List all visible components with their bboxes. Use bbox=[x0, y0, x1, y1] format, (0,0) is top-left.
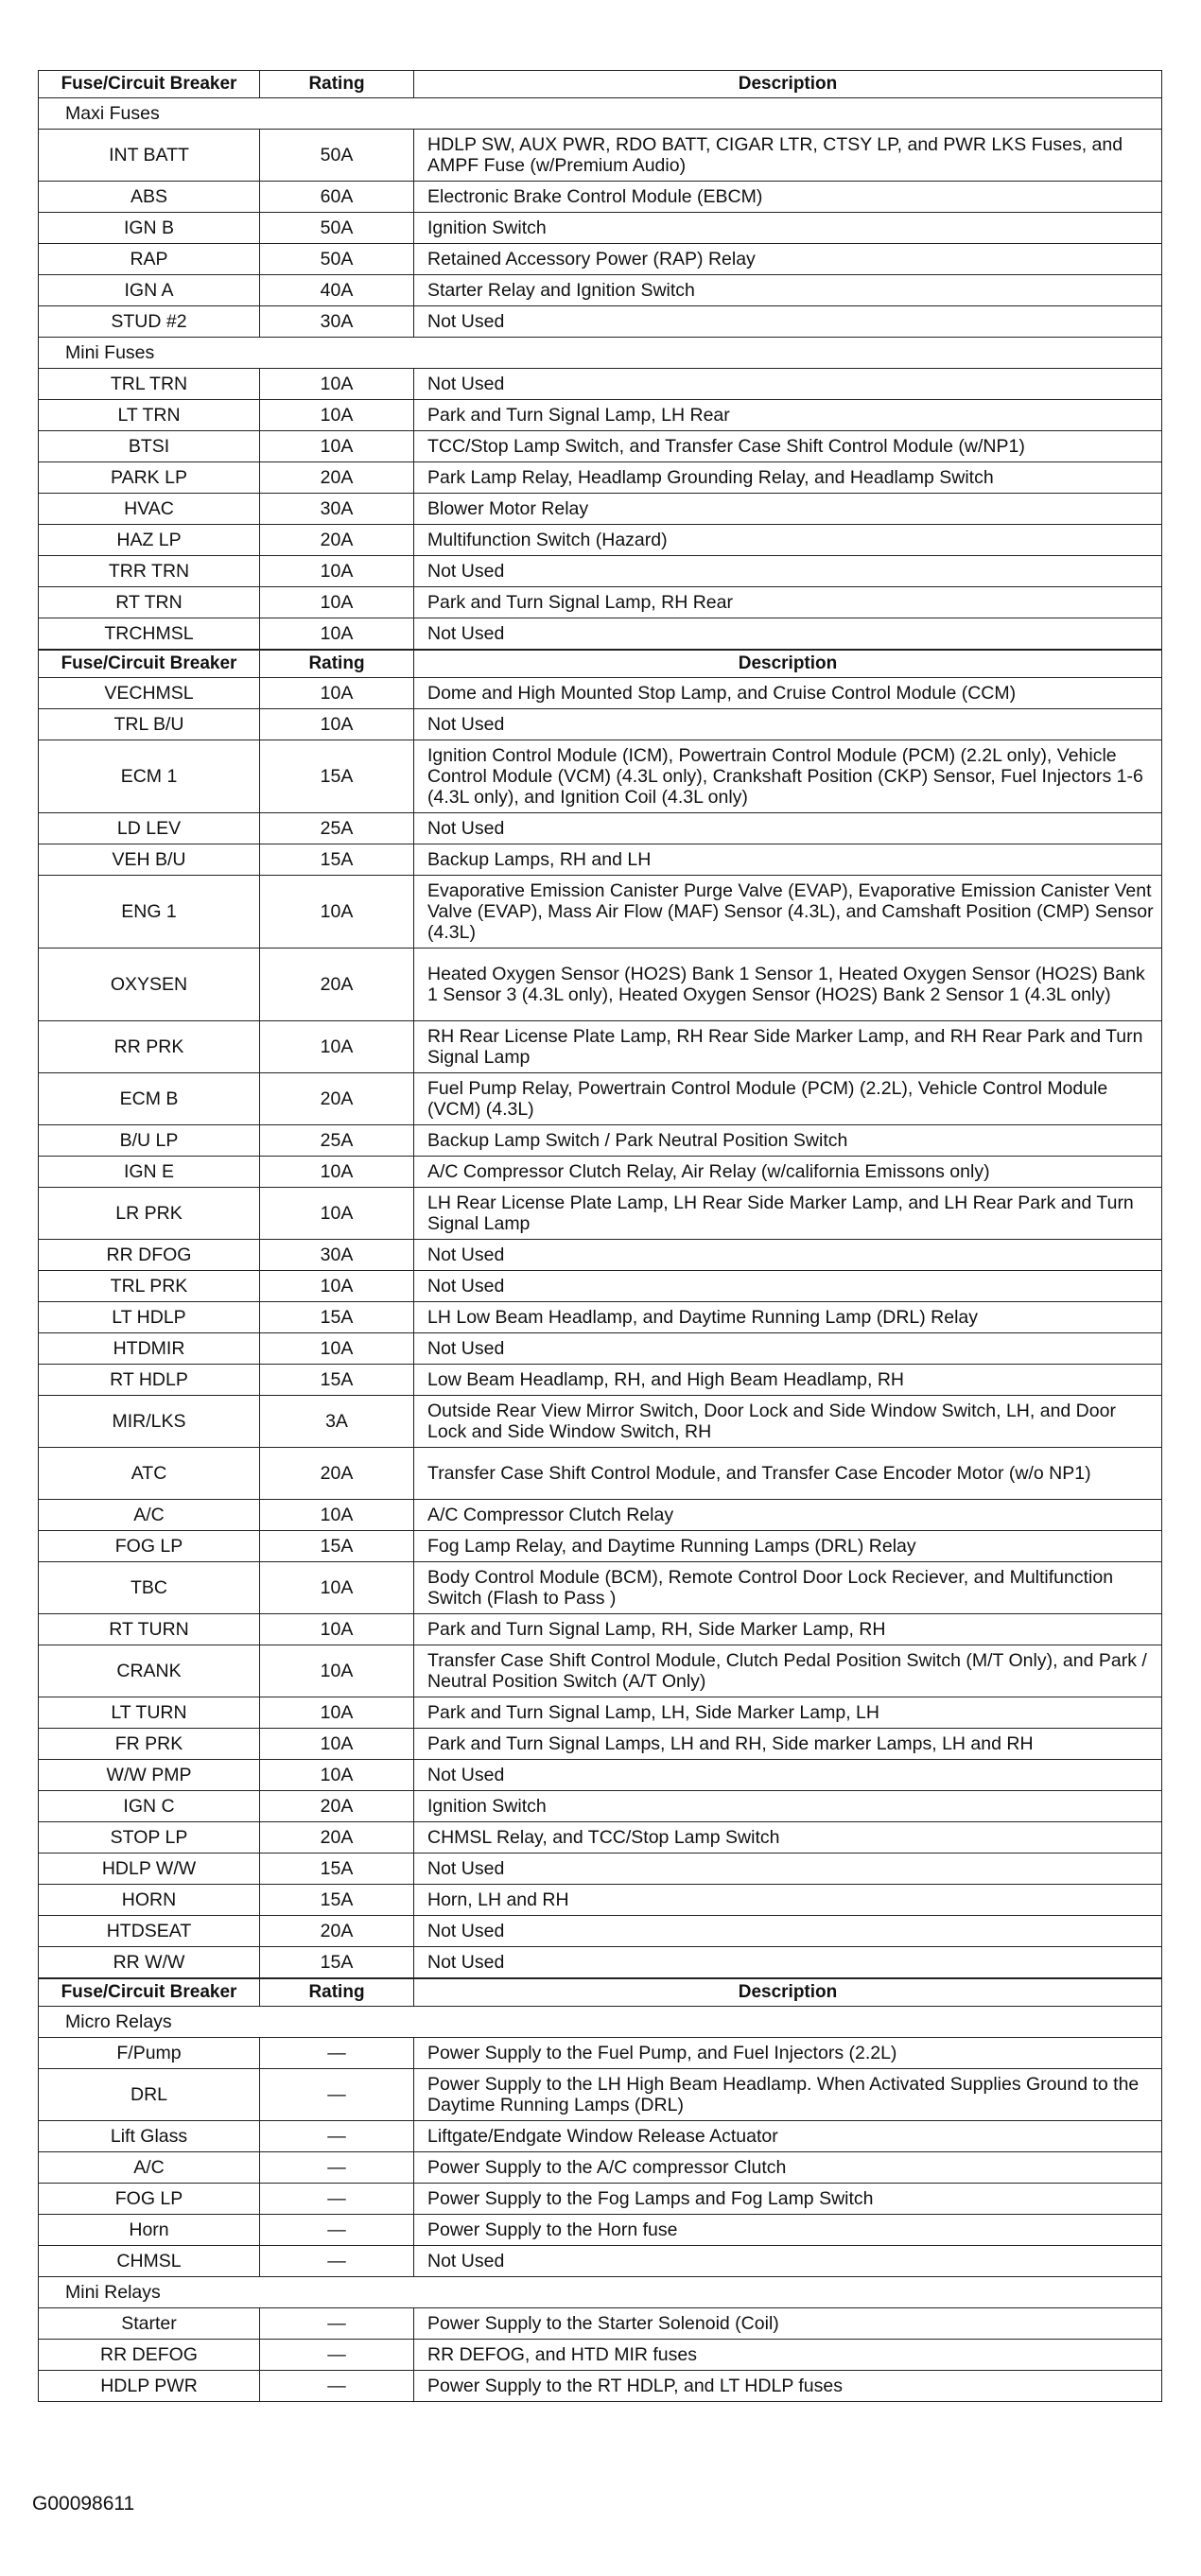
description-cell: Dome and High Mounted Stop Lamp, and Cruise Control Module (CCM) bbox=[414, 678, 1162, 709]
header-description: Description bbox=[414, 71, 1162, 98]
rating-cell: 15A bbox=[260, 1302, 414, 1333]
rating-cell: 10A bbox=[260, 1562, 414, 1614]
rating-cell: 50A bbox=[260, 213, 414, 244]
description-cell: HDLP SW, AUX PWR, RDO BATT, CIGAR LTR, CTSY LP, and PWR LKS Fuses, and AMPF Fuse (w/Premium Audio) bbox=[414, 130, 1162, 182]
rating-cell: 25A bbox=[260, 813, 414, 844]
fuse-name-cell: ECM 1 bbox=[39, 740, 260, 813]
description-cell: Power Supply to the RT HDLP, and LT HDLP fuses bbox=[414, 2371, 1162, 2402]
rating-cell: 20A bbox=[260, 1448, 414, 1500]
table-row bbox=[39, 2069, 1162, 2121]
fuse-name-cell: RT TURN bbox=[39, 1614, 260, 1645]
description-cell: Not Used bbox=[414, 1240, 1162, 1271]
description-cell: Blower Motor Relay bbox=[414, 494, 1162, 525]
rating-cell: 10A bbox=[260, 618, 414, 650]
description-cell: Fuel Pump Relay, Powertrain Control Module (PCM) (2.2L), Vehicle Control Module (VCM) (4.3L) bbox=[414, 1073, 1162, 1125]
description-cell: Power Supply to the Fog Lamps and Fog Lamp Switch bbox=[414, 2184, 1162, 2215]
table-row bbox=[39, 1333, 1162, 1365]
fuse-name-cell: OXYSEN bbox=[39, 949, 260, 1021]
rating-cell: — bbox=[260, 2184, 414, 2215]
fuse-name-cell: HAZ LP bbox=[39, 525, 260, 556]
description-cell: Not Used bbox=[414, 709, 1162, 740]
table-row bbox=[39, 1365, 1162, 1396]
table-row bbox=[39, 244, 1162, 275]
table-row bbox=[39, 876, 1162, 949]
figure-id: G00098611 bbox=[32, 2493, 135, 2515]
fuse-name-cell: LT HDLP bbox=[39, 1302, 260, 1333]
fuse-name-cell: HDLP W/W bbox=[39, 1854, 260, 1885]
description-cell: LH Rear License Plate Lamp, LH Rear Side Marker Lamp, and LH Rear Park and Turn Signal Lamp bbox=[414, 1188, 1162, 1240]
rating-cell: 60A bbox=[260, 182, 414, 213]
fuse-name-cell: HTDMIR bbox=[39, 1333, 260, 1365]
fuse-name-cell: RT TRN bbox=[39, 587, 260, 618]
description-cell: Retained Accessory Power (RAP) Relay bbox=[414, 244, 1162, 275]
rating-cell: 15A bbox=[260, 1885, 414, 1916]
rating-cell: 10A bbox=[260, 1645, 414, 1697]
table-row bbox=[39, 1645, 1162, 1697]
table-row bbox=[39, 2038, 1162, 2069]
table-row bbox=[39, 1073, 1162, 1125]
fuse-name-cell: ENG 1 bbox=[39, 876, 260, 949]
description-cell: Not Used bbox=[414, 1271, 1162, 1302]
section-title: Mini Relays bbox=[39, 2277, 1162, 2308]
fuse-name-cell: B/U LP bbox=[39, 1125, 260, 1157]
table-row bbox=[39, 1531, 1162, 1562]
fuse-name-cell: IGN A bbox=[39, 275, 260, 306]
header-row bbox=[39, 651, 1162, 678]
description-cell: Backup Lamps, RH and LH bbox=[414, 844, 1162, 876]
fuse-name-cell: RR W/W bbox=[39, 1947, 260, 1978]
description-cell: A/C Compressor Clutch Relay, Air Relay (w/california Emissons only) bbox=[414, 1157, 1162, 1188]
fuse-name-cell: A/C bbox=[39, 2152, 260, 2184]
description-cell: Not Used bbox=[414, 813, 1162, 844]
rating-cell: 40A bbox=[260, 275, 414, 306]
description-cell: Electronic Brake Control Module (EBCM) bbox=[414, 182, 1162, 213]
table-row bbox=[39, 2184, 1162, 2215]
description-cell: Not Used bbox=[414, 369, 1162, 400]
rating-cell: 20A bbox=[260, 1073, 414, 1125]
header-rating: Rating bbox=[260, 71, 414, 98]
description-cell: Backup Lamp Switch / Park Neutral Position Switch bbox=[414, 1125, 1162, 1157]
description-cell: Ignition Control Module (ICM), Powertrain Control Module (PCM) (2.2L only), Vehicle Control Module (VCM) (4.3L only), Crankshaft Position (CKP) Sensor, Fuel Injectors 1-6 (4.3L only), and Ignition Coil (4.3L only) bbox=[414, 740, 1162, 813]
description-cell: Power Supply to the LH High Beam Headlamp. When Activated Supplies Ground to the Daytime Running Lamps (DRL) bbox=[414, 2069, 1162, 2121]
rating-cell: 20A bbox=[260, 949, 414, 1021]
table-row bbox=[39, 525, 1162, 556]
description-cell: Park and Turn Signal Lamp, RH, Side Marker Lamp, RH bbox=[414, 1614, 1162, 1645]
rating-cell: 10A bbox=[260, 678, 414, 709]
fuse-name-cell: TRL PRK bbox=[39, 1271, 260, 1302]
rating-cell: 10A bbox=[260, 1697, 414, 1729]
table-row bbox=[39, 1854, 1162, 1885]
fuse-name-cell: IGN E bbox=[39, 1157, 260, 1188]
table-row bbox=[39, 1822, 1162, 1854]
table-row bbox=[39, 556, 1162, 587]
fuse-name-cell: STUD #2 bbox=[39, 306, 260, 338]
fuse-name-cell: W/W PMP bbox=[39, 1760, 260, 1791]
table-row bbox=[39, 813, 1162, 844]
description-cell: Park Lamp Relay, Headlamp Grounding Relay, and Headlamp Switch bbox=[414, 462, 1162, 494]
table-row bbox=[39, 1885, 1162, 1916]
fuse-table-3 bbox=[38, 1978, 1162, 2402]
rating-cell: 10A bbox=[260, 1614, 414, 1645]
table-row bbox=[39, 1760, 1162, 1791]
rating-cell: 10A bbox=[260, 369, 414, 400]
table-row bbox=[39, 844, 1162, 876]
rating-cell: 20A bbox=[260, 1916, 414, 1947]
rating-cell: 10A bbox=[260, 1333, 414, 1365]
rating-cell: 20A bbox=[260, 1791, 414, 1822]
rating-cell: 10A bbox=[260, 431, 414, 462]
description-cell: Power Supply to the A/C compressor Clutch bbox=[414, 2152, 1162, 2184]
rating-cell: — bbox=[260, 2069, 414, 2121]
fuse-name-cell: TRR TRN bbox=[39, 556, 260, 587]
fuse-name-cell: MIR/LKS bbox=[39, 1396, 260, 1448]
rating-cell: 30A bbox=[260, 494, 414, 525]
table-row bbox=[39, 213, 1162, 244]
rating-cell: 30A bbox=[260, 306, 414, 338]
fuse-name-cell: FR PRK bbox=[39, 1729, 260, 1760]
table-row bbox=[39, 740, 1162, 813]
rating-cell: 10A bbox=[260, 876, 414, 949]
fuse-table-1 bbox=[38, 70, 1162, 650]
fuse-name-cell: FOG LP bbox=[39, 2184, 260, 2215]
section-row bbox=[39, 338, 1162, 369]
description-cell: Park and Turn Signal Lamps, LH and RH, Side marker Lamps, LH and RH bbox=[414, 1729, 1162, 1760]
section-row bbox=[39, 2007, 1162, 2038]
fuse-name-cell: ECM B bbox=[39, 1073, 260, 1125]
table-row bbox=[39, 1562, 1162, 1614]
rating-cell: 3A bbox=[260, 1396, 414, 1448]
fuse-name-cell: VEH B/U bbox=[39, 844, 260, 876]
table-row bbox=[39, 2121, 1162, 2152]
description-cell: Starter Relay and Ignition Switch bbox=[414, 275, 1162, 306]
rating-cell: 10A bbox=[260, 1188, 414, 1240]
header-row bbox=[39, 71, 1162, 98]
table-row bbox=[39, 678, 1162, 709]
fuse-name-cell: BTSI bbox=[39, 431, 260, 462]
table-row bbox=[39, 1021, 1162, 1073]
description-cell: Not Used bbox=[414, 1947, 1162, 1978]
table-row bbox=[39, 1396, 1162, 1448]
rating-cell: — bbox=[260, 2215, 414, 2246]
fuse-name-cell: IGN C bbox=[39, 1791, 260, 1822]
table-row bbox=[39, 1697, 1162, 1729]
rating-cell: 10A bbox=[260, 709, 414, 740]
rating-cell: 10A bbox=[260, 587, 414, 618]
description-cell: Not Used bbox=[414, 1333, 1162, 1365]
table-row bbox=[39, 1125, 1162, 1157]
rating-cell: 25A bbox=[260, 1125, 414, 1157]
fuse-name-cell: TBC bbox=[39, 1562, 260, 1614]
table-row bbox=[39, 2246, 1162, 2277]
section-title: Micro Relays bbox=[39, 2007, 1162, 2038]
rating-cell: 20A bbox=[260, 462, 414, 494]
table-row bbox=[39, 587, 1162, 618]
fuse-name-cell: LT TRN bbox=[39, 400, 260, 431]
description-cell: Low Beam Headlamp, RH, and High Beam Headlamp, RH bbox=[414, 1365, 1162, 1396]
description-cell: Not Used bbox=[414, 1916, 1162, 1947]
rating-cell: 10A bbox=[260, 1500, 414, 1531]
description-cell: Evaporative Emission Canister Purge Valve (EVAP), Evaporative Emission Canister Vent Valve (EVAP), Mass Air Flow (MAF) Sensor (4.3L), and Camshaft Position (CMP) Sensor (4.3L) bbox=[414, 876, 1162, 949]
fuse-name-cell: RAP bbox=[39, 244, 260, 275]
rating-cell: — bbox=[260, 2152, 414, 2184]
rating-cell: — bbox=[260, 2308, 414, 2340]
rating-cell: 10A bbox=[260, 400, 414, 431]
fuse-name-cell: TRL B/U bbox=[39, 709, 260, 740]
fuse-name-cell: HVAC bbox=[39, 494, 260, 525]
description-cell: Park and Turn Signal Lamp, LH Rear bbox=[414, 400, 1162, 431]
fuse-document bbox=[38, 70, 1161, 2402]
description-cell: Horn, LH and RH bbox=[414, 1885, 1162, 1916]
description-cell: LH Low Beam Headlamp, and Daytime Running Lamp (DRL) Relay bbox=[414, 1302, 1162, 1333]
description-cell: Outside Rear View Mirror Switch, Door Lock and Side Window Switch, LH, and Door Lock and Side Window Switch, RH bbox=[414, 1396, 1162, 1448]
fuse-name-cell: HTDSEAT bbox=[39, 1916, 260, 1947]
description-cell: Not Used bbox=[414, 1760, 1162, 1791]
description-cell: CHMSL Relay, and TCC/Stop Lamp Switch bbox=[414, 1822, 1162, 1854]
fuse-name-cell: TRL TRN bbox=[39, 369, 260, 400]
rating-cell: 15A bbox=[260, 1854, 414, 1885]
fuse-name-cell: CRANK bbox=[39, 1645, 260, 1697]
table-row bbox=[39, 2215, 1162, 2246]
fuse-name-cell: TRCHMSL bbox=[39, 618, 260, 650]
fuse-name-cell: RR DEFOG bbox=[39, 2340, 260, 2371]
fuse-name-cell: CHMSL bbox=[39, 2246, 260, 2277]
fuse-name-cell: RR DFOG bbox=[39, 1240, 260, 1271]
rating-cell: 15A bbox=[260, 1531, 414, 1562]
description-cell: Body Control Module (BCM), Remote Control Door Lock Reciever, and Multifunction Switch (Flash to Pass ) bbox=[414, 1562, 1162, 1614]
fuse-name-cell: ABS bbox=[39, 182, 260, 213]
description-cell: Power Supply to the Starter Solenoid (Coil) bbox=[414, 2308, 1162, 2340]
description-cell: Heated Oxygen Sensor (HO2S) Bank 1 Sensor 1, Heated Oxygen Sensor (HO2S) Bank 1 Sensor 3 (4.3L only), Heated Oxygen Sensor (HO2S) Bank 2 Sensor 1 (4.3L only) bbox=[414, 949, 1162, 1021]
header-description: Description bbox=[414, 651, 1162, 678]
rating-cell: 50A bbox=[260, 130, 414, 182]
fuse-name-cell: FOG LP bbox=[39, 1531, 260, 1562]
table-row bbox=[39, 1729, 1162, 1760]
fuse-name-cell: STOP LP bbox=[39, 1822, 260, 1854]
description-cell: A/C Compressor Clutch Relay bbox=[414, 1500, 1162, 1531]
fuse-name-cell: LD LEV bbox=[39, 813, 260, 844]
table-row bbox=[39, 1302, 1162, 1333]
table-row bbox=[39, 275, 1162, 306]
table-row bbox=[39, 369, 1162, 400]
section-title: Maxi Fuses bbox=[39, 98, 1162, 130]
rating-cell: — bbox=[260, 2246, 414, 2277]
table-row bbox=[39, 2340, 1162, 2371]
rating-cell: 15A bbox=[260, 844, 414, 876]
fuse-name-cell: LT TURN bbox=[39, 1697, 260, 1729]
table-row bbox=[39, 306, 1162, 338]
description-cell: Park and Turn Signal Lamp, LH, Side Marker Lamp, LH bbox=[414, 1697, 1162, 1729]
header-description: Description bbox=[414, 1979, 1162, 2007]
header-fuse: Fuse/Circuit Breaker bbox=[39, 1979, 260, 2007]
table-row bbox=[39, 182, 1162, 213]
table-row bbox=[39, 1614, 1162, 1645]
description-cell: TCC/Stop Lamp Switch, and Transfer Case Shift Control Module (w/NP1) bbox=[414, 431, 1162, 462]
description-cell: RR DEFOG, and HTD MIR fuses bbox=[414, 2340, 1162, 2371]
description-cell: Not Used bbox=[414, 306, 1162, 338]
fuse-table-2 bbox=[38, 650, 1162, 1978]
description-cell: Not Used bbox=[414, 2246, 1162, 2277]
description-cell: Ignition Switch bbox=[414, 1791, 1162, 1822]
rating-cell: — bbox=[260, 2371, 414, 2402]
rating-cell: 10A bbox=[260, 556, 414, 587]
description-cell: Not Used bbox=[414, 1854, 1162, 1885]
table-row bbox=[39, 2371, 1162, 2402]
table-row bbox=[39, 494, 1162, 525]
fuse-name-cell: RT HDLP bbox=[39, 1365, 260, 1396]
fuse-name-cell: HORN bbox=[39, 1885, 260, 1916]
description-cell: Park and Turn Signal Lamp, RH Rear bbox=[414, 587, 1162, 618]
rating-cell: 10A bbox=[260, 1157, 414, 1188]
table-row bbox=[39, 431, 1162, 462]
description-cell: Not Used bbox=[414, 618, 1162, 650]
description-cell: Liftgate/Endgate Window Release Actuator bbox=[414, 2121, 1162, 2152]
rating-cell: 20A bbox=[260, 525, 414, 556]
rating-cell: 10A bbox=[260, 1729, 414, 1760]
header-rating: Rating bbox=[260, 1979, 414, 2007]
description-cell: RH Rear License Plate Lamp, RH Rear Side Marker Lamp, and RH Rear Park and Turn Signal Lamp bbox=[414, 1021, 1162, 1073]
fuse-name-cell: A/C bbox=[39, 1500, 260, 1531]
table-row bbox=[39, 1240, 1162, 1271]
header-fuse: Fuse/Circuit Breaker bbox=[39, 651, 260, 678]
description-cell: Ignition Switch bbox=[414, 213, 1162, 244]
description-cell: Power Supply to the Fuel Pump, and Fuel Injectors (2.2L) bbox=[414, 2038, 1162, 2069]
fuse-name-cell: RR PRK bbox=[39, 1021, 260, 1073]
table-row bbox=[39, 1916, 1162, 1947]
rating-cell: 10A bbox=[260, 1021, 414, 1073]
rating-cell: 10A bbox=[260, 1760, 414, 1791]
section-row bbox=[39, 2277, 1162, 2308]
description-cell: Multifunction Switch (Hazard) bbox=[414, 525, 1162, 556]
fuse-name-cell: VECHMSL bbox=[39, 678, 260, 709]
fuse-name-cell: ATC bbox=[39, 1448, 260, 1500]
table-row bbox=[39, 1188, 1162, 1240]
description-cell: Transfer Case Shift Control Module, Clutch Pedal Position Switch (M/T Only), and Park / Neutral Position Switch (A/T Only) bbox=[414, 1645, 1162, 1697]
rating-cell: 15A bbox=[260, 1947, 414, 1978]
description-cell: Transfer Case Shift Control Module, and Transfer Case Encoder Motor (w/o NP1) bbox=[414, 1448, 1162, 1500]
rating-cell: — bbox=[260, 2038, 414, 2069]
rating-cell: — bbox=[260, 2121, 414, 2152]
table-row bbox=[39, 1448, 1162, 1500]
header-row bbox=[39, 1979, 1162, 2007]
table-row bbox=[39, 1947, 1162, 1978]
section-title: Mini Fuses bbox=[39, 338, 1162, 369]
fuse-name-cell: PARK LP bbox=[39, 462, 260, 494]
table-row bbox=[39, 949, 1162, 1021]
rating-cell: 30A bbox=[260, 1240, 414, 1271]
fuse-name-cell: LR PRK bbox=[39, 1188, 260, 1240]
rating-cell: — bbox=[260, 2340, 414, 2371]
fuse-name-cell: Lift Glass bbox=[39, 2121, 260, 2152]
table-row bbox=[39, 130, 1162, 182]
table-row bbox=[39, 1157, 1162, 1188]
rating-cell: 15A bbox=[260, 740, 414, 813]
table-row bbox=[39, 400, 1162, 431]
fuse-name-cell: Horn bbox=[39, 2215, 260, 2246]
table-row bbox=[39, 2308, 1162, 2340]
section-row bbox=[39, 98, 1162, 130]
fuse-name-cell: IGN B bbox=[39, 213, 260, 244]
rating-cell: 15A bbox=[260, 1365, 414, 1396]
table-row bbox=[39, 462, 1162, 494]
table-row bbox=[39, 1500, 1162, 1531]
table-row bbox=[39, 709, 1162, 740]
table-row bbox=[39, 2152, 1162, 2184]
rating-cell: 50A bbox=[260, 244, 414, 275]
description-cell: Power Supply to the Horn fuse bbox=[414, 2215, 1162, 2246]
table-row bbox=[39, 618, 1162, 650]
header-fuse: Fuse/Circuit Breaker bbox=[39, 71, 260, 98]
header-rating: Rating bbox=[260, 651, 414, 678]
rating-cell: 10A bbox=[260, 1271, 414, 1302]
fuse-name-cell: INT BATT bbox=[39, 130, 260, 182]
fuse-name-cell: F/Pump bbox=[39, 2038, 260, 2069]
fuse-name-cell: Starter bbox=[39, 2308, 260, 2340]
fuse-name-cell: HDLP PWR bbox=[39, 2371, 260, 2402]
fuse-name-cell: DRL bbox=[39, 2069, 260, 2121]
table-row bbox=[39, 1271, 1162, 1302]
rating-cell: 20A bbox=[260, 1822, 414, 1854]
description-cell: Not Used bbox=[414, 556, 1162, 587]
table-row bbox=[39, 1791, 1162, 1822]
description-cell: Fog Lamp Relay, and Daytime Running Lamps (DRL) Relay bbox=[414, 1531, 1162, 1562]
